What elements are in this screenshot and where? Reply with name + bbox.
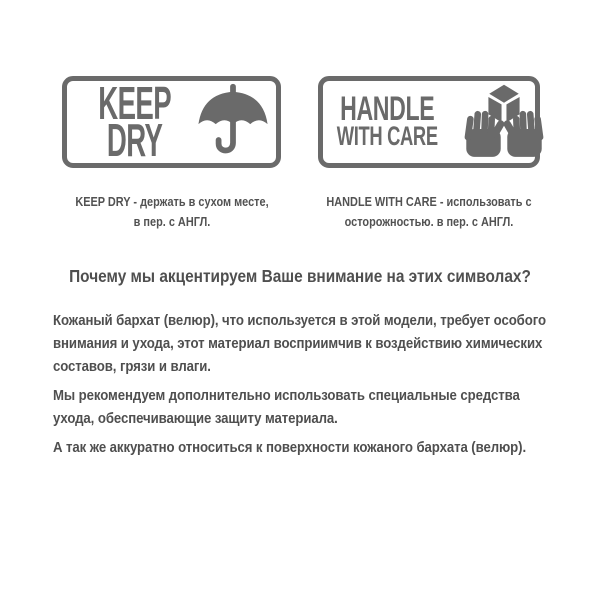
keep-dry-badge	[62, 76, 281, 168]
umbrella-icon	[197, 82, 269, 162]
paragraph-surface-care	[53, 436, 572, 459]
hands-box-icon	[463, 83, 545, 161]
handle-with-care-badge-text	[336, 90, 438, 151]
para-line: Кожаный бархат (велюр), что используется в этой модели, требует особого	[53, 312, 546, 329]
para-line: ухода, обеспечивающие защиту материала.	[53, 410, 338, 427]
section-heading: Почему мы акцентируем Ваше внимание на этих символах?	[69, 266, 531, 286]
handle-with-care-caption	[320, 192, 538, 232]
para-line: внимания и ухода, этот материал восприимчив к воздействию химических	[53, 335, 543, 352]
keep-dry-caption	[63, 192, 281, 232]
paragraph-recommendation	[53, 384, 572, 430]
keep-dry-word-2: DRY	[106, 114, 163, 166]
caption-line: в пер. с АНГЛ.	[133, 214, 211, 229]
paragraph-material-care	[53, 309, 572, 378]
caption-line: HANDLE WITH CARE - использовать с	[326, 194, 532, 209]
handle-word-2: WITH CARE	[336, 121, 438, 151]
handle-with-care-badge	[318, 76, 540, 168]
handle-word-1: HANDLE	[339, 90, 435, 128]
caption-line: осторожностью. в пер. с АНГЛ.	[344, 214, 514, 229]
para-line: А так же аккуратно относиться к поверхности кожаного бархата (велюр).	[53, 439, 527, 456]
caption-line: KEEP DRY - держать в сухом месте,	[75, 194, 269, 209]
keep-dry-word-1: KEEP	[98, 77, 171, 129]
para-line: составов, грязи и влаги.	[53, 358, 211, 375]
para-line: Мы рекомендуем дополнительно использовать специальные средства	[53, 387, 520, 404]
keep-dry-badge-text	[98, 77, 171, 166]
